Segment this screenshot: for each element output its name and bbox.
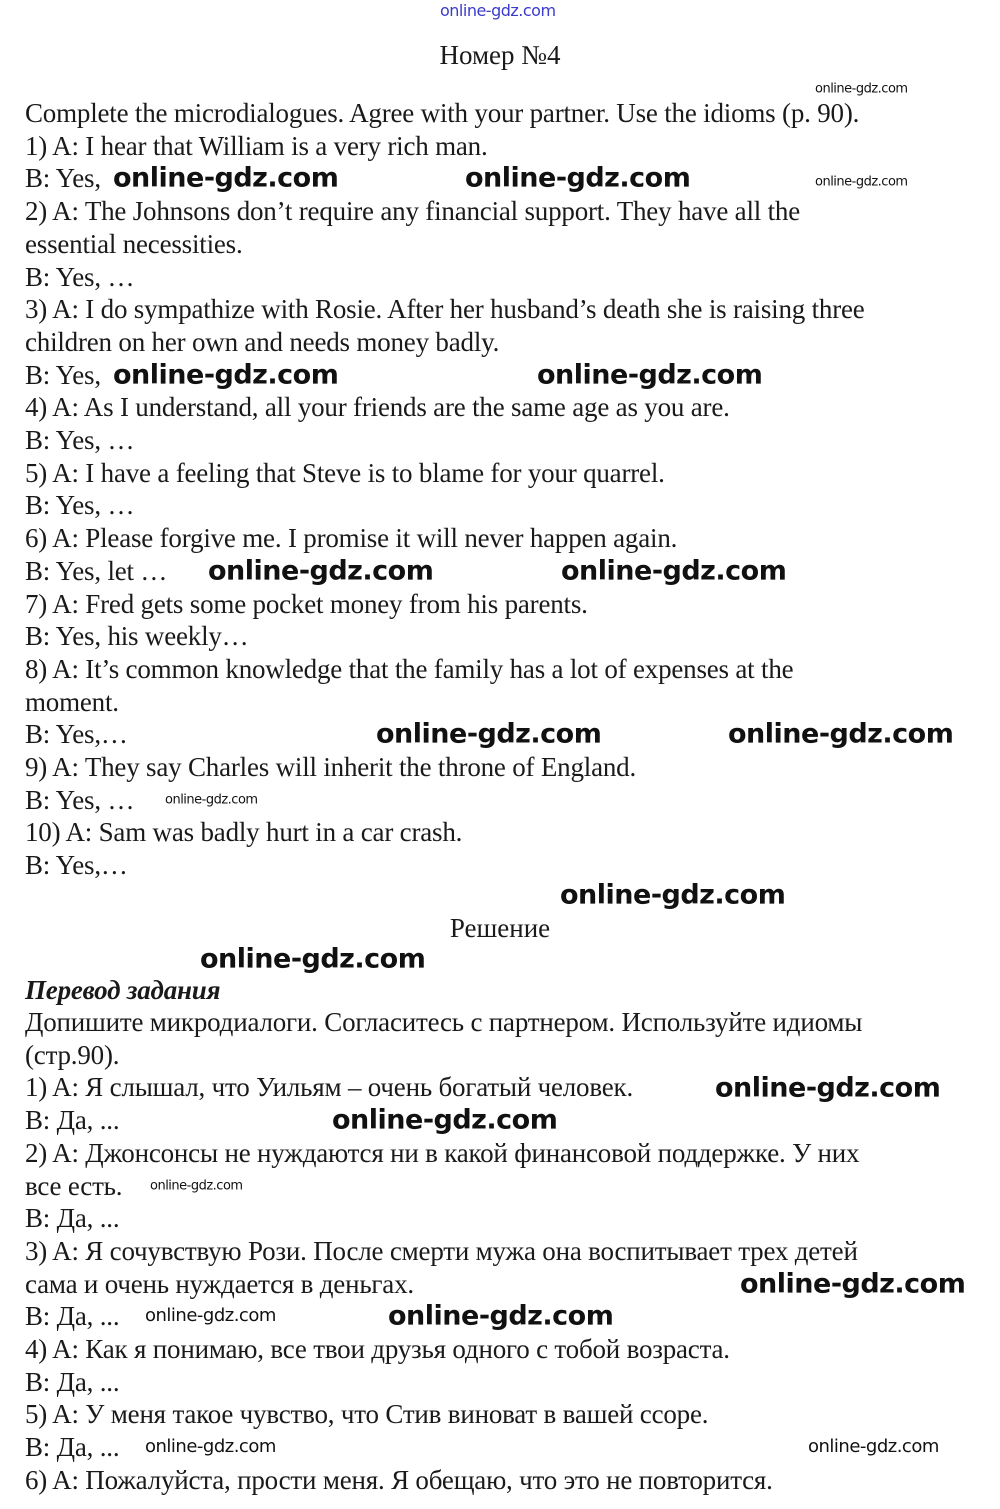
text-line: B: Да, ... (25, 1432, 120, 1463)
watermark: online-gdz.com (165, 792, 258, 808)
watermark: online-gdz.com (561, 555, 787, 587)
text-line: 1) A: Я слышал, что Уильям – очень богатый человек. (25, 1072, 633, 1103)
text-line: 6) A: Please forgive me. I promise it will never happen again. (25, 523, 678, 554)
text-line: 6) A: Пожалуйста, прости меня. Я обещаю, что это не повторится. (25, 1464, 773, 1495)
text-line: 3) A: I do sympathize with Rosie. After her husband’s death she is raising three (25, 294, 865, 325)
text-line: B: Да, ... (25, 1203, 120, 1234)
translation-heading: Перевод задания (25, 975, 221, 1005)
watermark: online-gdz.com (537, 359, 763, 391)
text-line: B: Yes, (25, 163, 101, 194)
text-line: 1) A: I hear that William is a very rich man. (25, 130, 488, 161)
text-line: 5) A: I have a feeling that Steve is to blame for your quarrel. (25, 457, 665, 488)
text-line: children on her own and needs money badly. (25, 326, 500, 357)
text-line: 3) A: Я сочувствую Рози. После смерти мужа она воспитывает трех детей (25, 1235, 858, 1266)
text-line: 4) A: Как я понимаю, все твои друзья одного с тобой возраста. (25, 1334, 730, 1364)
watermark: online-gdz.com (145, 1436, 276, 1457)
watermark: online-gdz.com (808, 1436, 939, 1457)
text-line: B: Yes, … (25, 490, 135, 521)
text-line: 2) A: Джонсонсы не нуждаются ни в какой финансовой поддержке. У них (25, 1137, 860, 1168)
text-line: 8) A: It’s common knowledge that the family has a lot of expenses at the (25, 653, 794, 684)
text-line: Допишите микродиалоги. Согласитесь с партнером. Используйте идиомы (25, 1007, 863, 1037)
watermark: online-gdz.com (388, 1300, 614, 1332)
text-line: 10) A: Sam was badly hurt in a car crash. (25, 817, 463, 848)
watermark: online-gdz.com (208, 555, 434, 587)
text-line: (стр.90). (25, 1039, 120, 1070)
text-line: moment. (25, 686, 119, 717)
page-title-text: Номер №4 (439, 40, 561, 70)
watermark: online-gdz.com (815, 174, 908, 190)
watermark: online-gdz.com (815, 81, 908, 97)
solution-heading (0, 912, 1000, 944)
text-line: B: Yes, … (25, 261, 135, 292)
text-line: B: Да, ... (25, 1366, 120, 1397)
watermark: online-gdz.com (332, 1104, 558, 1136)
text-line: B: Yes, let … (25, 555, 168, 586)
text-line: B: Yes,… (25, 850, 128, 881)
text-line: все есть. (25, 1170, 123, 1201)
header-watermark: online-gdz.com (440, 1, 556, 20)
watermark: online-gdz.com (376, 718, 602, 750)
watermark: online-gdz.com (150, 1178, 243, 1194)
watermark: online-gdz.com (728, 718, 954, 750)
text-line: Complete the microdialogues. Agree with your partner. Use the idioms (p. 90). (25, 98, 860, 128)
text-line: B: Yes, … (25, 784, 135, 815)
text-line: 9) A: They say Charles will inherit the throne of England. (25, 752, 637, 782)
text-line: B: Yes,… (25, 719, 128, 750)
text-line: 4) A: As I understand, all your friends are the same age as you are. (25, 392, 730, 423)
text-line: 5) A: У меня такое чувство, что Стив виноват в вашей ссоре. (25, 1399, 709, 1430)
text-line: 7) A: Fred gets some pocket money from his parents. (25, 588, 588, 619)
watermark: online-gdz.com (145, 1305, 276, 1326)
watermark: online-gdz.com (560, 879, 786, 911)
watermark: online-gdz.com (113, 359, 339, 391)
text-line: B: Yes, (25, 359, 101, 390)
text-line: essential necessities. (25, 228, 243, 259)
text-line: B: Да, ... (25, 1105, 120, 1136)
watermark: online-gdz.com (200, 943, 426, 975)
watermark: online-gdz.com (715, 1072, 941, 1104)
text-line: B: Yes, his weekly… (25, 621, 249, 652)
watermark: online-gdz.com (113, 162, 339, 194)
watermark: online-gdz.com (465, 162, 691, 194)
text-line: 2) A: The Johnsons don’t require any financial support. They have all the (25, 196, 800, 227)
solution-heading-text: Решение (449, 913, 551, 943)
watermark: online-gdz.com (740, 1268, 966, 1300)
text-line: B: Yes, … (25, 425, 135, 455)
text-line: сама и очень нуждается в деньгах. (25, 1268, 414, 1299)
page-title (0, 39, 1000, 71)
text-line: B: Да, ... (25, 1301, 120, 1332)
